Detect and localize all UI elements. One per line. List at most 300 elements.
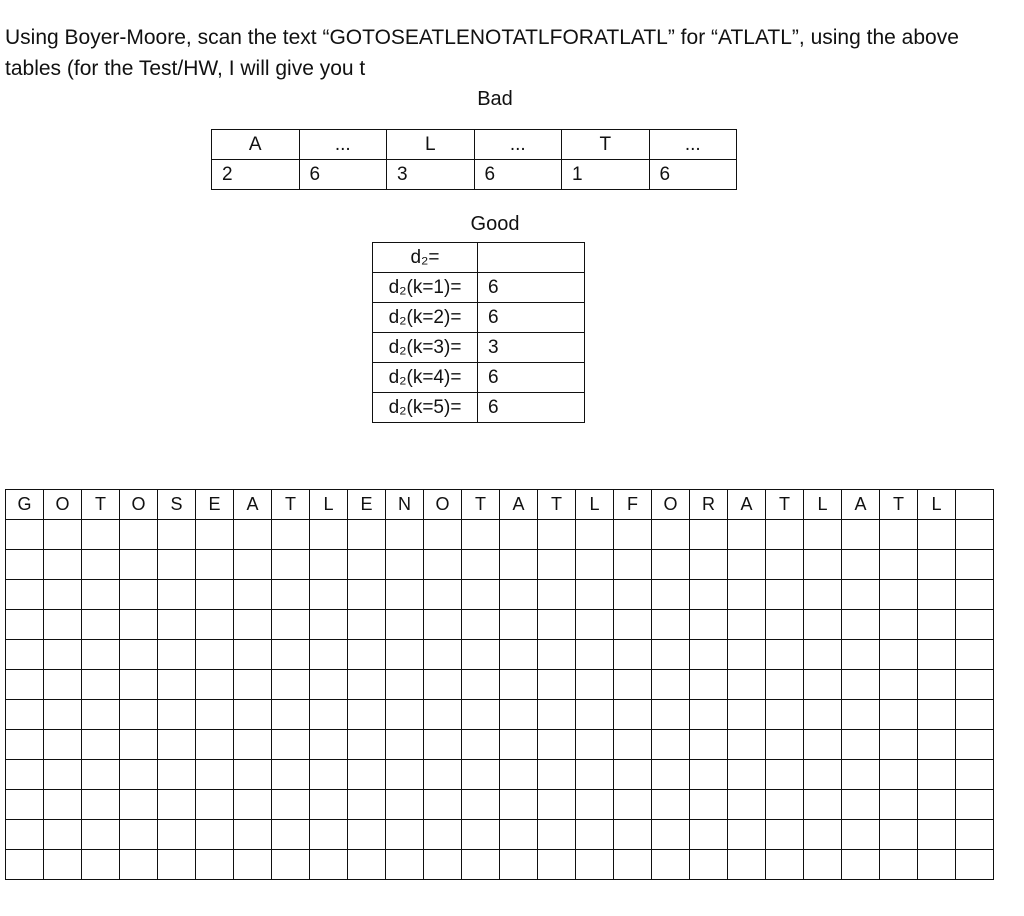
- work-cell: [462, 550, 500, 580]
- work-cell: [804, 850, 842, 880]
- work-cell: [842, 790, 880, 820]
- work-cell: [272, 850, 310, 880]
- work-cell: [804, 730, 842, 760]
- work-cell: [842, 760, 880, 790]
- work-cell: [234, 550, 272, 580]
- good-suffix-table: [372, 242, 585, 423]
- work-cell: [310, 640, 348, 670]
- work-cell: [500, 640, 538, 670]
- work-cell: [956, 610, 994, 640]
- work-cell: [310, 610, 348, 640]
- work-cell: [690, 760, 728, 790]
- text-letter-cell: T: [766, 490, 804, 520]
- work-cell: [158, 820, 196, 850]
- work-cell: [538, 580, 576, 610]
- work-cell: [956, 760, 994, 790]
- good-value-cell: 6: [478, 273, 585, 303]
- work-cell: [690, 850, 728, 880]
- work-cell: [652, 640, 690, 670]
- work-cell: [538, 760, 576, 790]
- work-cell: [310, 820, 348, 850]
- work-row: [6, 820, 994, 850]
- work-cell: [462, 610, 500, 640]
- work-cell: [272, 640, 310, 670]
- text-letter-cell: G: [6, 490, 44, 520]
- good-label-cell: d₂(k=2)=: [373, 303, 478, 333]
- work-cell: [842, 610, 880, 640]
- work-cell: [6, 850, 44, 880]
- good-value-cell: 6: [478, 393, 585, 423]
- work-cell: [766, 580, 804, 610]
- bad-header-cell: L: [387, 130, 475, 160]
- work-cell: [956, 580, 994, 610]
- work-cell: [576, 850, 614, 880]
- work-cell: [6, 790, 44, 820]
- work-cell: [6, 520, 44, 550]
- work-cell: [462, 520, 500, 550]
- work-cell: [842, 520, 880, 550]
- work-cell: [6, 640, 44, 670]
- text-letter-cell: E: [196, 490, 234, 520]
- text-letter-cell: T: [462, 490, 500, 520]
- work-cell: [158, 850, 196, 880]
- work-cell: [462, 850, 500, 880]
- work-cell: [652, 730, 690, 760]
- work-cell: [842, 730, 880, 760]
- good-label-cell: d₂(k=1)=: [373, 273, 478, 303]
- work-cell: [576, 760, 614, 790]
- work-cell: [880, 580, 918, 610]
- work-cell: [120, 550, 158, 580]
- work-cell: [500, 580, 538, 610]
- work-cell: [424, 820, 462, 850]
- work-cell: [614, 730, 652, 760]
- text-letter-cell: L: [918, 490, 956, 520]
- text-letter-cell: [956, 490, 994, 520]
- work-cell: [234, 520, 272, 550]
- work-cell: [690, 790, 728, 820]
- work-cell: [462, 730, 500, 760]
- work-cell: [690, 610, 728, 640]
- work-cell: [310, 760, 348, 790]
- work-cell: [272, 820, 310, 850]
- work-cell: [424, 850, 462, 880]
- work-row: [6, 850, 994, 880]
- text-letter-cell: A: [500, 490, 538, 520]
- work-cell: [82, 550, 120, 580]
- work-cell: [538, 700, 576, 730]
- work-cell: [652, 700, 690, 730]
- work-cell: [614, 700, 652, 730]
- work-cell: [310, 670, 348, 700]
- work-cell: [918, 520, 956, 550]
- work-cell: [576, 670, 614, 700]
- work-cell: [766, 670, 804, 700]
- work-cell: [120, 850, 158, 880]
- work-cell: [310, 730, 348, 760]
- work-cell: [652, 760, 690, 790]
- work-cell: [538, 610, 576, 640]
- bad-header-cell: A: [212, 130, 300, 160]
- work-cell: [424, 580, 462, 610]
- work-cell: [348, 580, 386, 610]
- good-label-cell: d₂(k=4)=: [373, 363, 478, 393]
- text-letter-cell: O: [44, 490, 82, 520]
- work-cell: [386, 670, 424, 700]
- work-cell: [386, 760, 424, 790]
- work-cell: [576, 520, 614, 550]
- work-cell: [766, 730, 804, 760]
- work-cell: [310, 520, 348, 550]
- work-cell: [766, 520, 804, 550]
- text-letter-cell: S: [158, 490, 196, 520]
- text-letter-row: [6, 490, 994, 520]
- work-cell: [310, 790, 348, 820]
- work-cell: [310, 850, 348, 880]
- work-cell: [348, 640, 386, 670]
- work-cell: [234, 850, 272, 880]
- work-cell: [728, 730, 766, 760]
- work-cell: [804, 580, 842, 610]
- work-cell: [120, 820, 158, 850]
- work-cell: [538, 850, 576, 880]
- work-cell: [728, 760, 766, 790]
- work-cell: [386, 640, 424, 670]
- work-cell: [576, 580, 614, 610]
- work-cell: [690, 700, 728, 730]
- work-cell: [880, 610, 918, 640]
- work-cell: [842, 670, 880, 700]
- work-cell: [652, 550, 690, 580]
- work-cell: [348, 820, 386, 850]
- work-cell: [918, 550, 956, 580]
- work-cell: [310, 580, 348, 610]
- work-cell: [158, 760, 196, 790]
- text-letter-cell: O: [424, 490, 462, 520]
- problem-statement: Using Boyer-Moore, scan the text “GOTOSEATLENOTATLFORATLATL” for “ATLATL”, using the above tables (for the Test/HW, I will give you t: [5, 26, 959, 80]
- work-cell: [120, 610, 158, 640]
- work-cell: [614, 790, 652, 820]
- work-cell: [196, 850, 234, 880]
- text-letter-cell: A: [234, 490, 272, 520]
- work-cell: [956, 700, 994, 730]
- work-cell: [196, 670, 234, 700]
- good-value-cell: 3: [478, 333, 585, 363]
- work-row: [6, 610, 994, 640]
- bad-header-cell: ...: [649, 130, 737, 160]
- text-letter-cell: T: [880, 490, 918, 520]
- work-cell: [766, 820, 804, 850]
- work-cell: [538, 820, 576, 850]
- work-cell: [272, 520, 310, 550]
- work-cell: [728, 550, 766, 580]
- work-cell: [272, 610, 310, 640]
- work-cell: [500, 520, 538, 550]
- work-cell: [462, 790, 500, 820]
- work-cell: [424, 730, 462, 760]
- work-cell: [690, 550, 728, 580]
- work-cell: [576, 730, 614, 760]
- work-cell: [804, 550, 842, 580]
- bad-value-cell: 2: [212, 160, 300, 190]
- work-row: [6, 580, 994, 610]
- work-cell: [918, 640, 956, 670]
- work-cell: [120, 700, 158, 730]
- work-cell: [234, 670, 272, 700]
- work-cell: [880, 640, 918, 670]
- work-cell: [614, 520, 652, 550]
- work-cell: [234, 820, 272, 850]
- work-cell: [348, 850, 386, 880]
- work-cell: [918, 850, 956, 880]
- work-cell: [538, 550, 576, 580]
- work-cell: [424, 790, 462, 820]
- work-cell: [804, 670, 842, 700]
- work-cell: [82, 700, 120, 730]
- work-cell: [766, 790, 804, 820]
- work-cell: [462, 820, 500, 850]
- work-cell: [6, 580, 44, 610]
- text-letter-cell: O: [652, 490, 690, 520]
- work-cell: [918, 820, 956, 850]
- work-cell: [158, 520, 196, 550]
- work-cell: [690, 640, 728, 670]
- work-cell: [272, 670, 310, 700]
- work-cell: [880, 820, 918, 850]
- work-row: [6, 700, 994, 730]
- work-cell: [728, 700, 766, 730]
- work-cell: [576, 640, 614, 670]
- good-label-cell: d₂(k=5)=: [373, 393, 478, 423]
- good-value-cell: [478, 243, 585, 273]
- work-cell: [6, 550, 44, 580]
- work-cell: [576, 790, 614, 820]
- work-cell: [956, 550, 994, 580]
- text-letter-cell: T: [82, 490, 120, 520]
- work-cell: [956, 670, 994, 700]
- work-cell: [348, 520, 386, 550]
- bad-character-table: [211, 129, 737, 190]
- work-cell: [804, 640, 842, 670]
- work-cell: [272, 760, 310, 790]
- work-cell: [234, 640, 272, 670]
- work-cell: [234, 580, 272, 610]
- work-row: [6, 730, 994, 760]
- work-cell: [804, 700, 842, 730]
- work-cell: [44, 760, 82, 790]
- work-cell: [500, 790, 538, 820]
- work-cell: [6, 820, 44, 850]
- work-cell: [6, 610, 44, 640]
- work-cell: [196, 550, 234, 580]
- work-cell: [918, 610, 956, 640]
- work-cell: [956, 790, 994, 820]
- work-cell: [44, 850, 82, 880]
- work-cell: [310, 700, 348, 730]
- work-cell: [348, 550, 386, 580]
- work-cell: [82, 760, 120, 790]
- work-cell: [804, 790, 842, 820]
- work-cell: [462, 760, 500, 790]
- work-cell: [652, 790, 690, 820]
- work-cell: [614, 550, 652, 580]
- work-cell: [728, 520, 766, 550]
- work-cell: [842, 640, 880, 670]
- work-cell: [842, 580, 880, 610]
- work-cell: [652, 610, 690, 640]
- bad-value-cell: 3: [387, 160, 475, 190]
- work-cell: [500, 850, 538, 880]
- work-cell: [120, 520, 158, 550]
- work-cell: [196, 610, 234, 640]
- text-letter-cell: R: [690, 490, 728, 520]
- work-cell: [842, 820, 880, 850]
- work-cell: [424, 550, 462, 580]
- bad-value-cell: 1: [562, 160, 650, 190]
- work-cell: [158, 790, 196, 820]
- work-cell: [386, 850, 424, 880]
- work-cell: [956, 730, 994, 760]
- work-cell: [918, 700, 956, 730]
- work-cell: [424, 760, 462, 790]
- work-cell: [576, 820, 614, 850]
- work-cell: [196, 790, 234, 820]
- work-cell: [44, 820, 82, 850]
- work-cell: [272, 700, 310, 730]
- text-letter-cell: F: [614, 490, 652, 520]
- work-cell: [196, 520, 234, 550]
- work-cell: [348, 610, 386, 640]
- work-cell: [500, 820, 538, 850]
- work-cell: [918, 730, 956, 760]
- work-cell: [462, 670, 500, 700]
- good-value-cell: 6: [478, 363, 585, 393]
- work-cell: [158, 670, 196, 700]
- work-cell: [44, 670, 82, 700]
- bad-value-cell: 6: [299, 160, 387, 190]
- good-label-cell: d₂(k=3)=: [373, 333, 478, 363]
- good-value-cell: 6: [478, 303, 585, 333]
- work-cell: [614, 820, 652, 850]
- work-cell: [842, 550, 880, 580]
- work-cell: [500, 550, 538, 580]
- work-cell: [690, 820, 728, 850]
- work-cell: [462, 580, 500, 610]
- work-cell: [386, 790, 424, 820]
- work-cell: [44, 580, 82, 610]
- work-cell: [804, 820, 842, 850]
- text-letter-cell: A: [728, 490, 766, 520]
- work-cell: [234, 790, 272, 820]
- work-cell: [576, 700, 614, 730]
- work-cell: [6, 760, 44, 790]
- text-letter-cell: L: [576, 490, 614, 520]
- work-cell: [44, 520, 82, 550]
- work-cell: [158, 610, 196, 640]
- work-cell: [538, 520, 576, 550]
- work-cell: [462, 700, 500, 730]
- work-cell: [614, 760, 652, 790]
- work-cell: [196, 730, 234, 760]
- text-letter-cell: L: [310, 490, 348, 520]
- work-cell: [82, 850, 120, 880]
- work-cell: [348, 700, 386, 730]
- work-cell: [44, 550, 82, 580]
- work-cell: [44, 700, 82, 730]
- bad-value-cell: 6: [474, 160, 562, 190]
- work-cell: [956, 640, 994, 670]
- work-cell: [652, 850, 690, 880]
- work-cell: [880, 520, 918, 550]
- work-cell: [576, 610, 614, 640]
- work-cell: [82, 820, 120, 850]
- work-cell: [728, 580, 766, 610]
- bad-header-cell: T: [562, 130, 650, 160]
- work-cell: [880, 790, 918, 820]
- work-cell: [804, 520, 842, 550]
- work-cell: [424, 700, 462, 730]
- work-cell: [766, 610, 804, 640]
- work-cell: [82, 580, 120, 610]
- work-cell: [614, 670, 652, 700]
- work-cell: [6, 700, 44, 730]
- work-cell: [196, 700, 234, 730]
- work-cell: [690, 670, 728, 700]
- work-cell: [728, 790, 766, 820]
- work-cell: [728, 850, 766, 880]
- work-cell: [500, 760, 538, 790]
- work-cell: [348, 760, 386, 790]
- work-cell: [652, 580, 690, 610]
- work-cell: [120, 580, 158, 610]
- work-cell: [6, 670, 44, 700]
- work-cell: [918, 760, 956, 790]
- work-cell: [6, 730, 44, 760]
- work-cell: [272, 580, 310, 610]
- work-cell: [880, 550, 918, 580]
- work-cell: [804, 760, 842, 790]
- work-cell: [348, 670, 386, 700]
- work-cell: [880, 700, 918, 730]
- good-label-cell: d₂=: [373, 243, 478, 273]
- work-cell: [120, 790, 158, 820]
- work-cell: [728, 610, 766, 640]
- work-cell: [576, 550, 614, 580]
- text-letter-cell: E: [348, 490, 386, 520]
- text-letter-cell: A: [842, 490, 880, 520]
- work-cell: [424, 670, 462, 700]
- work-cell: [690, 580, 728, 610]
- work-cell: [766, 850, 804, 880]
- work-cell: [956, 520, 994, 550]
- work-row: [6, 550, 994, 580]
- work-cell: [82, 610, 120, 640]
- work-cell: [538, 790, 576, 820]
- work-cell: [462, 640, 500, 670]
- work-cell: [614, 580, 652, 610]
- work-cell: [690, 520, 728, 550]
- work-cell: [728, 820, 766, 850]
- bad-header-cell: ...: [474, 130, 562, 160]
- work-cell: [234, 700, 272, 730]
- work-row: [6, 520, 994, 550]
- work-cell: [538, 730, 576, 760]
- work-cell: [196, 820, 234, 850]
- work-cell: [614, 610, 652, 640]
- work-cell: [196, 760, 234, 790]
- work-cell: [728, 670, 766, 700]
- bad-header-cell: ...: [299, 130, 387, 160]
